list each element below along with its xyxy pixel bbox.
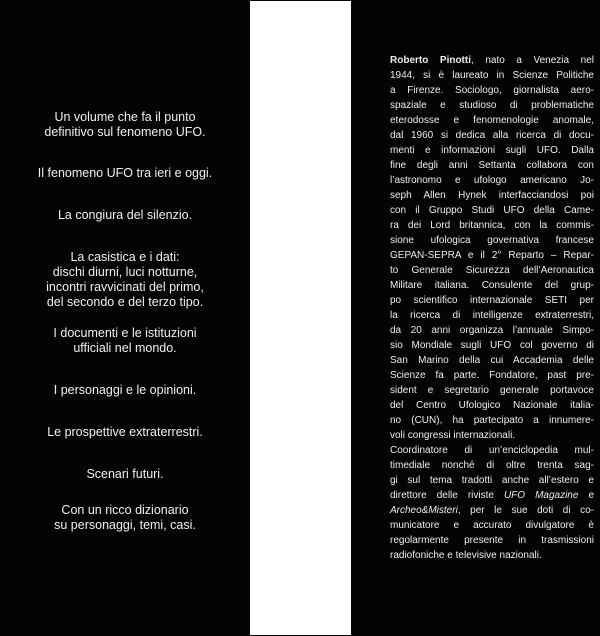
blurb-item (0, 250, 250, 310)
bio-line: l’astronomo e ufologo americano Jo- (390, 175, 594, 186)
bio-line: seph Allen Hynek interfacciandosi poi (390, 190, 594, 201)
bio-line: radiofoniche e televisive nazionali. (390, 550, 542, 561)
blurb-line: La casistica e i dati: (70, 250, 180, 264)
bio-line: menti e informazioni sugli UFO. Dalla (390, 145, 594, 156)
blurb-line: definitivo sul fenomeno UFO. (44, 125, 206, 139)
bio-line: to Generale Sicurezza dell’Aeronautica (390, 265, 594, 276)
blurb-line: La congiura del silenzio. (57, 208, 193, 222)
bio-line: municatore e accurato divulgatore è (390, 520, 594, 531)
blurb-line: dischi diurni, luci notturne, (52, 265, 198, 279)
author-name: Roberto Pinotti (390, 55, 471, 66)
bio-line: Roberto Pinotti, nato a Venezia nel (390, 55, 594, 66)
blurb-item (0, 467, 250, 482)
blurb-line: I personaggi e le opinioni. (53, 383, 197, 397)
magazine-title: UFO Magazine (503, 490, 579, 501)
bio-line: con il Gruppo Studi UFO della Came- (390, 205, 594, 216)
bio-line: del Centro Ufologico Nazionale italia- (390, 400, 594, 411)
bio-line: voli congressi internazionali. (390, 430, 516, 441)
blurb-line: ufficiali nel mondo. (73, 341, 177, 355)
blurb-item (0, 425, 250, 440)
bio-line: spaziale e studioso di problematiche (390, 100, 594, 111)
bio-line: gi sul tema tradotti anche all’estero e (390, 475, 594, 486)
bio-line: no (CUN), ha partecipato a innumere- (390, 415, 594, 426)
blurb-line: Le prospettive extraterrestri. (47, 425, 203, 439)
blurb-line: incontri ravvicinati del primo, (46, 280, 204, 294)
bio-line: timediale nonché di oltre trenta sag- (390, 460, 594, 471)
bio-line: sident e segretario generale portavoce (390, 385, 594, 396)
bio-line: GEPAN-SEPRA e il 2° Reparto – Repar- (390, 250, 594, 261)
bio-line: sio Mondiale sugli UFO col governo di (390, 340, 594, 351)
blurb-item (0, 326, 250, 356)
bio-paragraph-1 (390, 68, 594, 443)
bio-line: Coordinatore di un’enciclopedia mul- (390, 445, 594, 456)
white-flap-strip (250, 1, 351, 635)
bio-line: Scienze fa parte. Fondatore, past pre- (390, 370, 594, 381)
blurb-line: Il fenomeno UFO tra ieri e oggi. (37, 166, 213, 180)
bio-line: fine degli anni Settanta collabora con (390, 160, 594, 171)
bio-line: 1944, si è laureato in Scienze Politiche (390, 70, 594, 81)
blurb-line: del secondo e del terzo tipo. (46, 295, 204, 309)
bio-line: sione ufologica governativa francese (390, 235, 594, 246)
bio-paragraph-2 (390, 443, 594, 488)
author-biography (390, 53, 594, 563)
magazine-title: Archeo&Misteri (390, 505, 458, 516)
bio-line: Archeo&Misteri, per le sue doti di co- (390, 505, 594, 516)
blurb-item (0, 383, 250, 398)
blurb-line: Un volume che fa il punto (54, 110, 196, 124)
bio-line: ra dei Lord britannica, con la commis- (390, 220, 594, 231)
blurb-item (0, 503, 250, 533)
bio-line: dal 1960 si dedica alla ricerca di docu- (390, 130, 594, 141)
blurb-item (0, 166, 250, 181)
blurb-item (0, 110, 250, 140)
blurb-line: Con un ricco dizionario (61, 503, 189, 517)
bio-line: eterodosse e fenomenologie anomale, (390, 115, 594, 126)
bio-line: direttore delle riviste UFO Magazine e (390, 490, 595, 501)
bio-line: a Firenze. Sociologo, giornalista aero- (390, 85, 594, 96)
blurb-line: I documenti e le istituzioni (53, 326, 197, 340)
blurb-line: su personaggi, temi, casi. (54, 518, 196, 532)
bio-line: regolarmente presente in trasmissioni (390, 535, 594, 546)
bio-line: da 20 anni organizza l’annuale Simpo- (390, 325, 594, 336)
bio-line: po scientifico internazionale SETI per (390, 295, 594, 306)
back-cover-left-panel (0, 0, 250, 636)
bio-line: Militare italiana. Consulente del grup- (390, 280, 594, 291)
bio-line: San Marino della cui Accademia delle (390, 355, 594, 366)
bio-line: la ricerca di intelligenze extraterrestri, (390, 310, 594, 321)
blurb-line: Scenari futuri. (86, 467, 164, 481)
bio-paragraph-2-end (390, 518, 594, 563)
blurb-item (0, 208, 250, 223)
